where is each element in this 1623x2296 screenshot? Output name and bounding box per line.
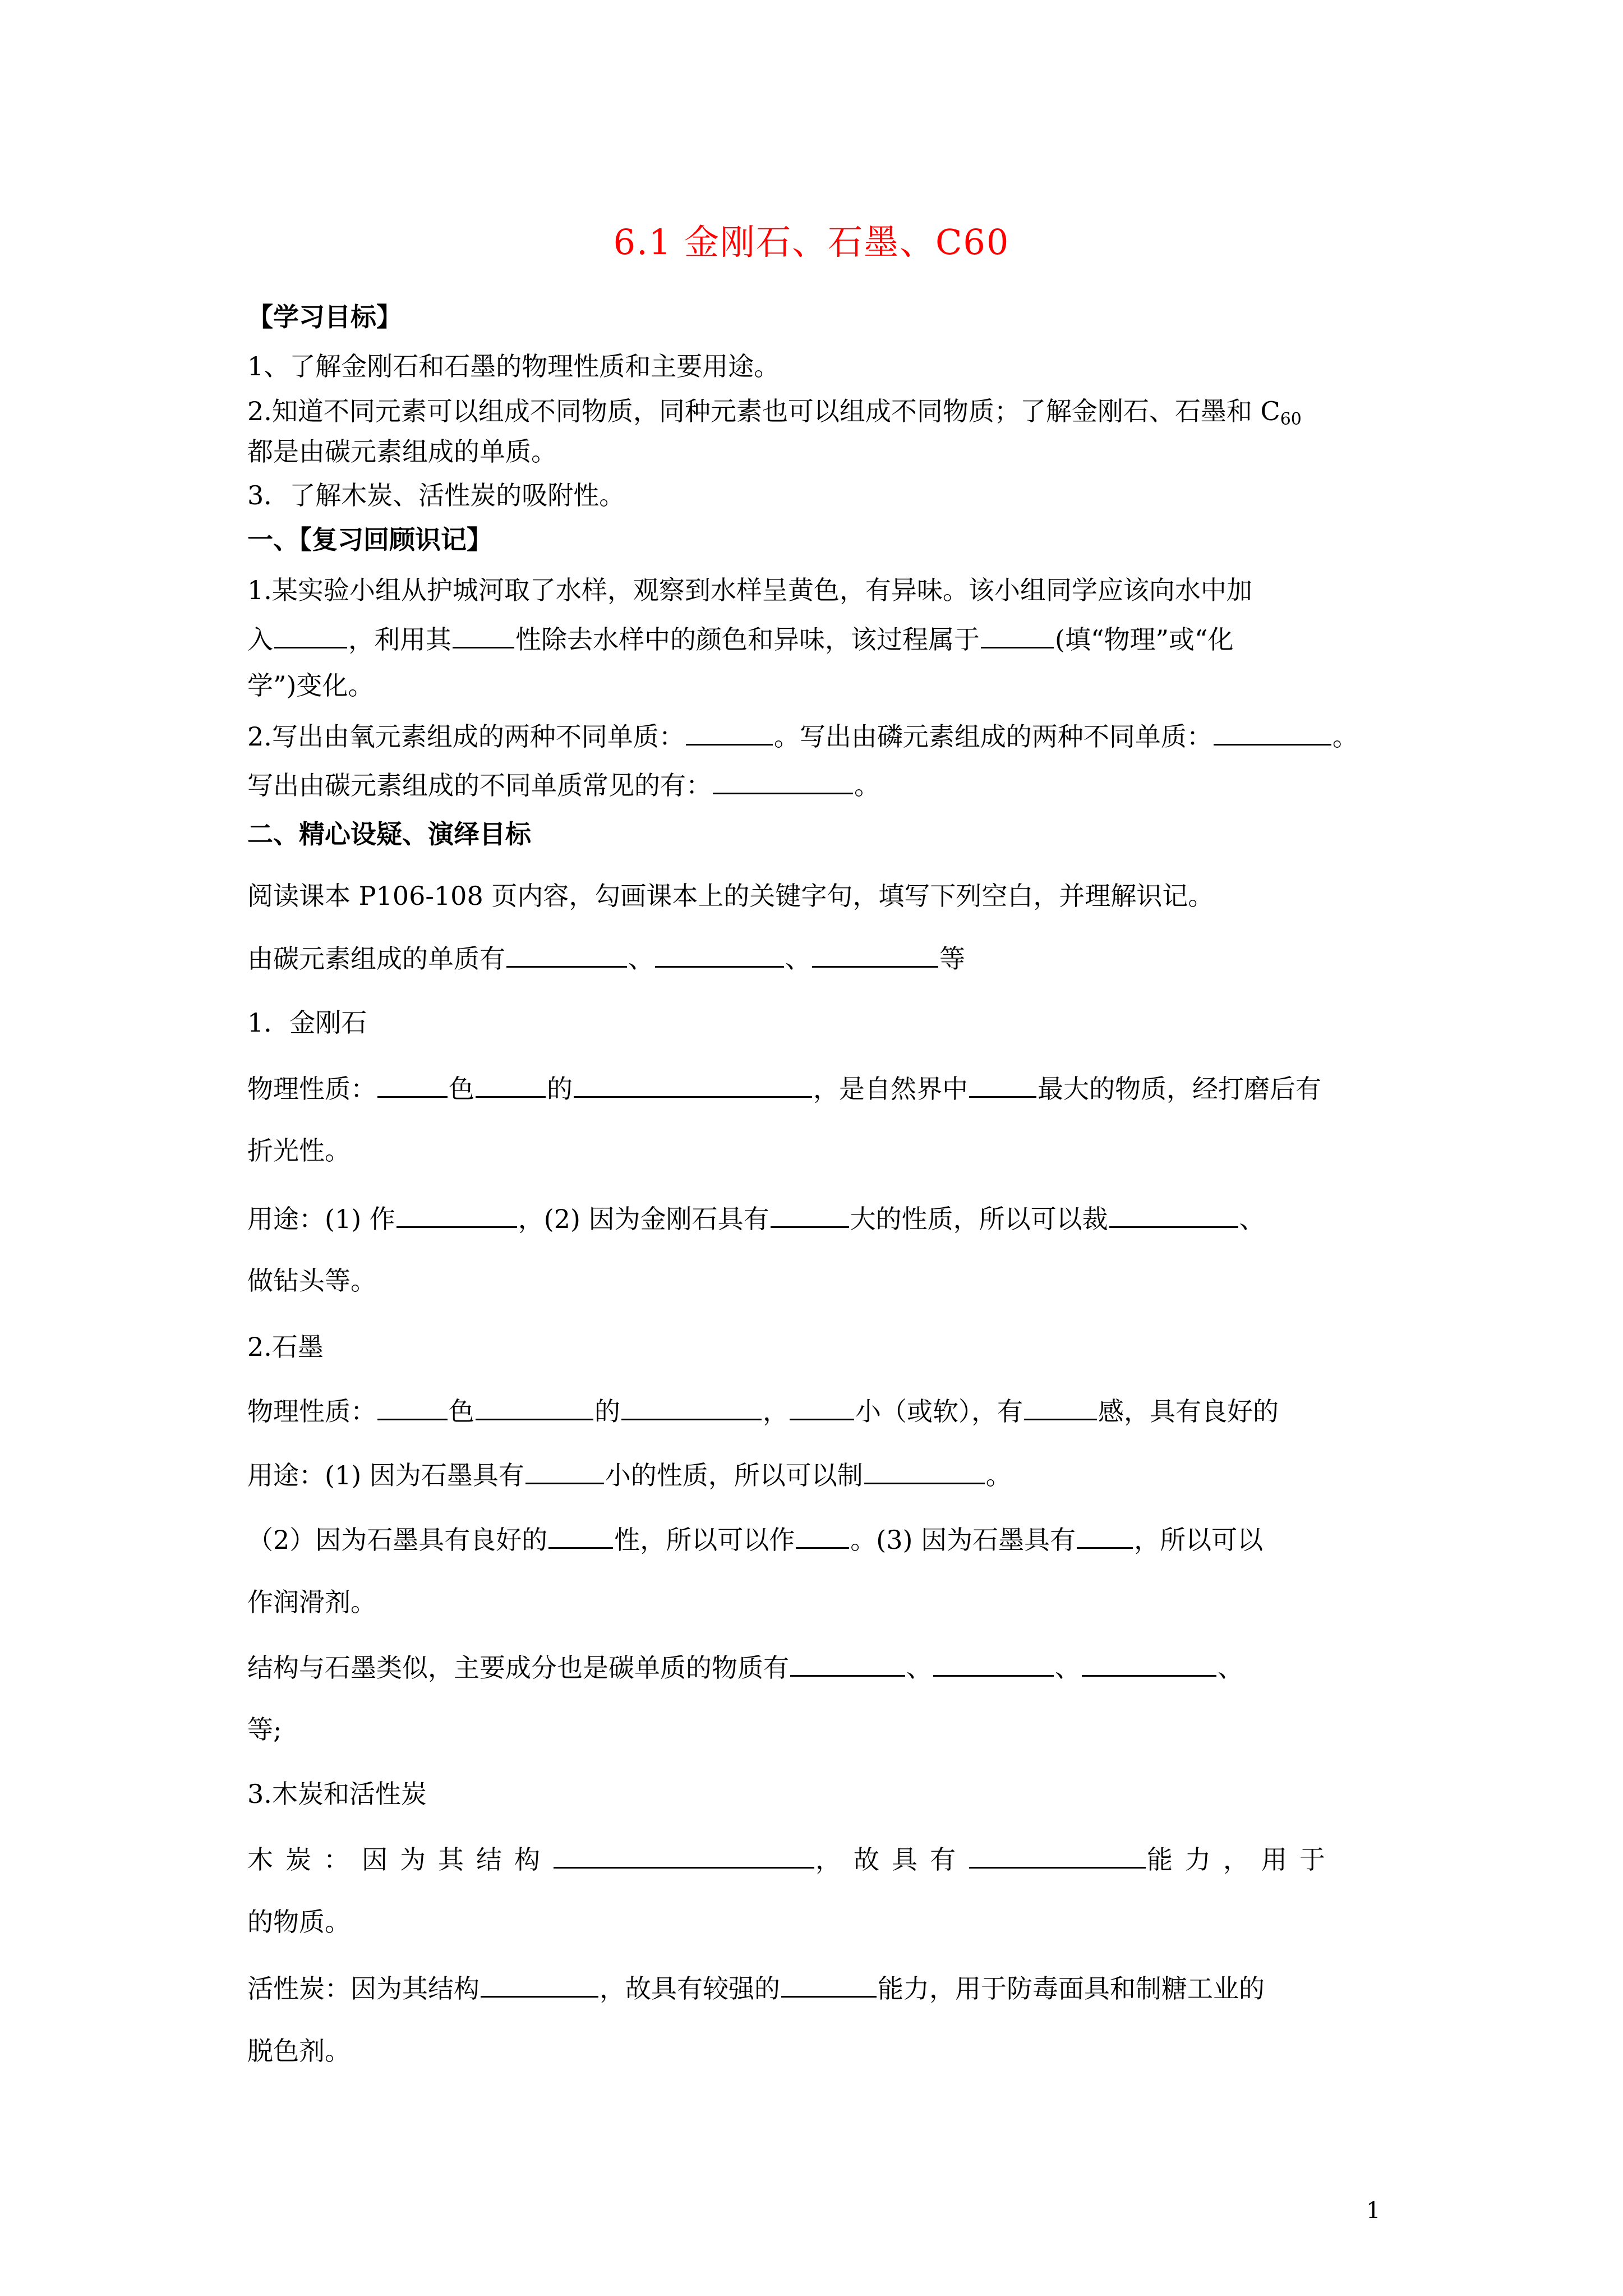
text: 。(3) 因为石墨具有 (850, 1525, 1076, 1555)
blank[interactable] (554, 1841, 814, 1869)
blank[interactable] (969, 1070, 1036, 1098)
graphite-use2-line2: 作润滑剂。 (247, 1587, 376, 1617)
carbon-elements-line (247, 940, 1481, 976)
text: （2）因为石墨具有良好的 (247, 1525, 548, 1555)
text: 、 (1239, 1204, 1265, 1234)
goal-item-2-text: 2.知道不同元素可以组成不同物质，同种元素也可以组成不同物质；了解金刚石、石墨和 C (247, 396, 1280, 426)
blank[interactable] (790, 1393, 854, 1420)
blank[interactable] (621, 1393, 762, 1420)
diamond-use-line1 (247, 1200, 1481, 1236)
charcoal-heading: 3.木炭和活性炭 (247, 1779, 427, 1809)
text: 木炭：因为其结构 (247, 1844, 552, 1875)
text: 性，所以可以作 (614, 1525, 795, 1555)
section2-intro: 阅读课本 P106-108 页内容，勾画课本上的关键字句，填写下列空白，并理解识记。 (247, 881, 1214, 911)
text: 能力，用于 (1147, 1844, 1338, 1875)
blank[interactable] (574, 1070, 812, 1098)
goal-item-2-subscript: 60 (1280, 409, 1302, 429)
review-q2-line2 (247, 767, 1481, 802)
text: 、 (1218, 1653, 1243, 1683)
text: 物理性质： (247, 1074, 376, 1104)
text: 能力，用于防毒面具和制糖工业的 (878, 1973, 1265, 2004)
blank[interactable] (969, 1841, 1146, 1869)
diamond-phys-line1 (247, 1070, 1481, 1106)
text: 用途：(1) 作 (247, 1204, 395, 1234)
graphite-use1-line (247, 1457, 1481, 1492)
blank[interactable] (686, 718, 773, 746)
goal-item-1: 1、了解金刚石和石墨的物理性质和主要用途。 (247, 351, 780, 381)
text: 小（或软），有 (855, 1396, 1023, 1427)
text: 的 (594, 1396, 620, 1427)
text: 。写出由磷元素组成的两种不同单质： (773, 721, 1212, 752)
review-q1-line3: 学”)变化。 (247, 670, 374, 701)
graphite-similar-line2: 等; (247, 1714, 282, 1745)
blank[interactable] (781, 1970, 877, 1998)
text: 小的性质，所以可以制 (605, 1460, 863, 1490)
text: ，(2) 因为金刚石具有 (518, 1204, 769, 1234)
blank[interactable] (377, 1393, 448, 1420)
diamond-heading: 1．金刚石 (247, 1007, 367, 1038)
text: 、 (785, 944, 811, 974)
text: 最大的物质，经打磨后有 (1038, 1074, 1321, 1104)
blank[interactable] (396, 1200, 517, 1228)
goals-heading: 【学习目标】 (247, 302, 402, 332)
diamond-use-line2: 做钻头等。 (247, 1266, 376, 1296)
text: 大的性质，所以可以裁 (850, 1204, 1108, 1234)
text: 、 (1055, 1653, 1081, 1683)
charcoal-active-line1 (247, 1970, 1481, 2005)
blank[interactable] (476, 1393, 593, 1420)
goal-item-2-cont: 都是由碳元素组成的单质。 (247, 436, 557, 467)
blank[interactable] (274, 621, 347, 648)
blank[interactable] (981, 621, 1054, 648)
review-q1-line2 (247, 621, 1481, 656)
text: 入 (247, 624, 273, 655)
text: ，故具有 (815, 1844, 968, 1875)
review-q1-line1: 1.某实验小组从护城河取了水样，观察到水样呈黄色，有异味。该小组同学应该向水中加 (247, 575, 1252, 605)
text: ，是自然界中 (813, 1074, 968, 1104)
text: 2.写出由氧元素组成的两种不同单质： (247, 721, 685, 752)
text: 。 (985, 1460, 1012, 1490)
graphite-phys-line (247, 1393, 1481, 1428)
diamond-phys-line2: 折光性。 (247, 1135, 351, 1166)
text: 结构与石墨类似，主要成分也是碳单质的物质有 (247, 1653, 789, 1683)
text: ，利用其 (348, 624, 451, 655)
page-number: 1 (1366, 2198, 1381, 2224)
blank[interactable] (1024, 1393, 1097, 1420)
blank[interactable] (790, 1649, 905, 1677)
text: 。 (854, 770, 880, 800)
text: 色 (449, 1396, 474, 1427)
text: ，所以可以 (1134, 1525, 1264, 1555)
blank[interactable] (933, 1649, 1054, 1677)
blank[interactable] (796, 1521, 849, 1549)
text: 。 (1332, 721, 1358, 752)
graphite-similar-line (247, 1649, 1481, 1685)
text: 活性炭：因为其结构 (247, 1973, 479, 2004)
page-title: 6.1 金刚石、石墨、C60 (613, 222, 1010, 263)
blank[interactable] (1109, 1200, 1238, 1228)
text: 色 (449, 1074, 474, 1104)
blank[interactable] (812, 940, 938, 968)
blank[interactable] (1077, 1521, 1133, 1549)
blank[interactable] (377, 1070, 448, 1098)
blank[interactable] (771, 1200, 849, 1228)
text: 的 (547, 1074, 573, 1104)
charcoal-wood-line2: 的物质。 (247, 1907, 351, 1937)
text: 、 (906, 1653, 932, 1683)
goal-item-3: 3．了解木炭、活性炭的吸附性。 (247, 480, 625, 510)
blank[interactable] (1214, 718, 1331, 746)
blank[interactable] (655, 940, 784, 968)
section2-heading: 二、精心设疑、演绎目标 (247, 819, 531, 849)
blank[interactable] (481, 1970, 598, 1998)
blank[interactable] (713, 767, 853, 794)
text: 写出由碳元素组成的不同单质常见的有： (247, 770, 712, 800)
blank[interactable] (506, 940, 627, 968)
text: ，故具有较强的 (600, 1973, 780, 2004)
blank[interactable] (1082, 1649, 1216, 1677)
graphite-heading: 2.石墨 (247, 1332, 324, 1362)
blank[interactable] (476, 1070, 546, 1098)
blank[interactable] (453, 621, 514, 648)
text: 用途：(1) 因为石墨具有 (247, 1460, 524, 1490)
text: 物理性质： (247, 1396, 376, 1427)
text: 等 (939, 944, 965, 974)
text: ， (763, 1396, 789, 1427)
blank[interactable] (525, 1457, 604, 1484)
text: (填“物理”或“化 (1055, 624, 1234, 655)
text: 、 (628, 944, 654, 974)
charcoal-wood-line1 (247, 1841, 1481, 1876)
review-q2-line1 (247, 718, 1481, 753)
blank[interactable] (548, 1521, 613, 1549)
text: 感，具有良好的 (1098, 1396, 1279, 1427)
text: 性除去水样中的颜色和异味，该过程属于 (515, 624, 980, 655)
charcoal-active-line2: 脱色剂。 (247, 2036, 351, 2066)
blank[interactable] (864, 1457, 985, 1484)
text: 由碳元素组成的单质有 (247, 944, 505, 974)
review-heading: 一、【复习回顾识记】 (247, 524, 492, 555)
goal-item-2 (247, 394, 1481, 436)
graphite-use2-line (247, 1521, 1481, 1557)
